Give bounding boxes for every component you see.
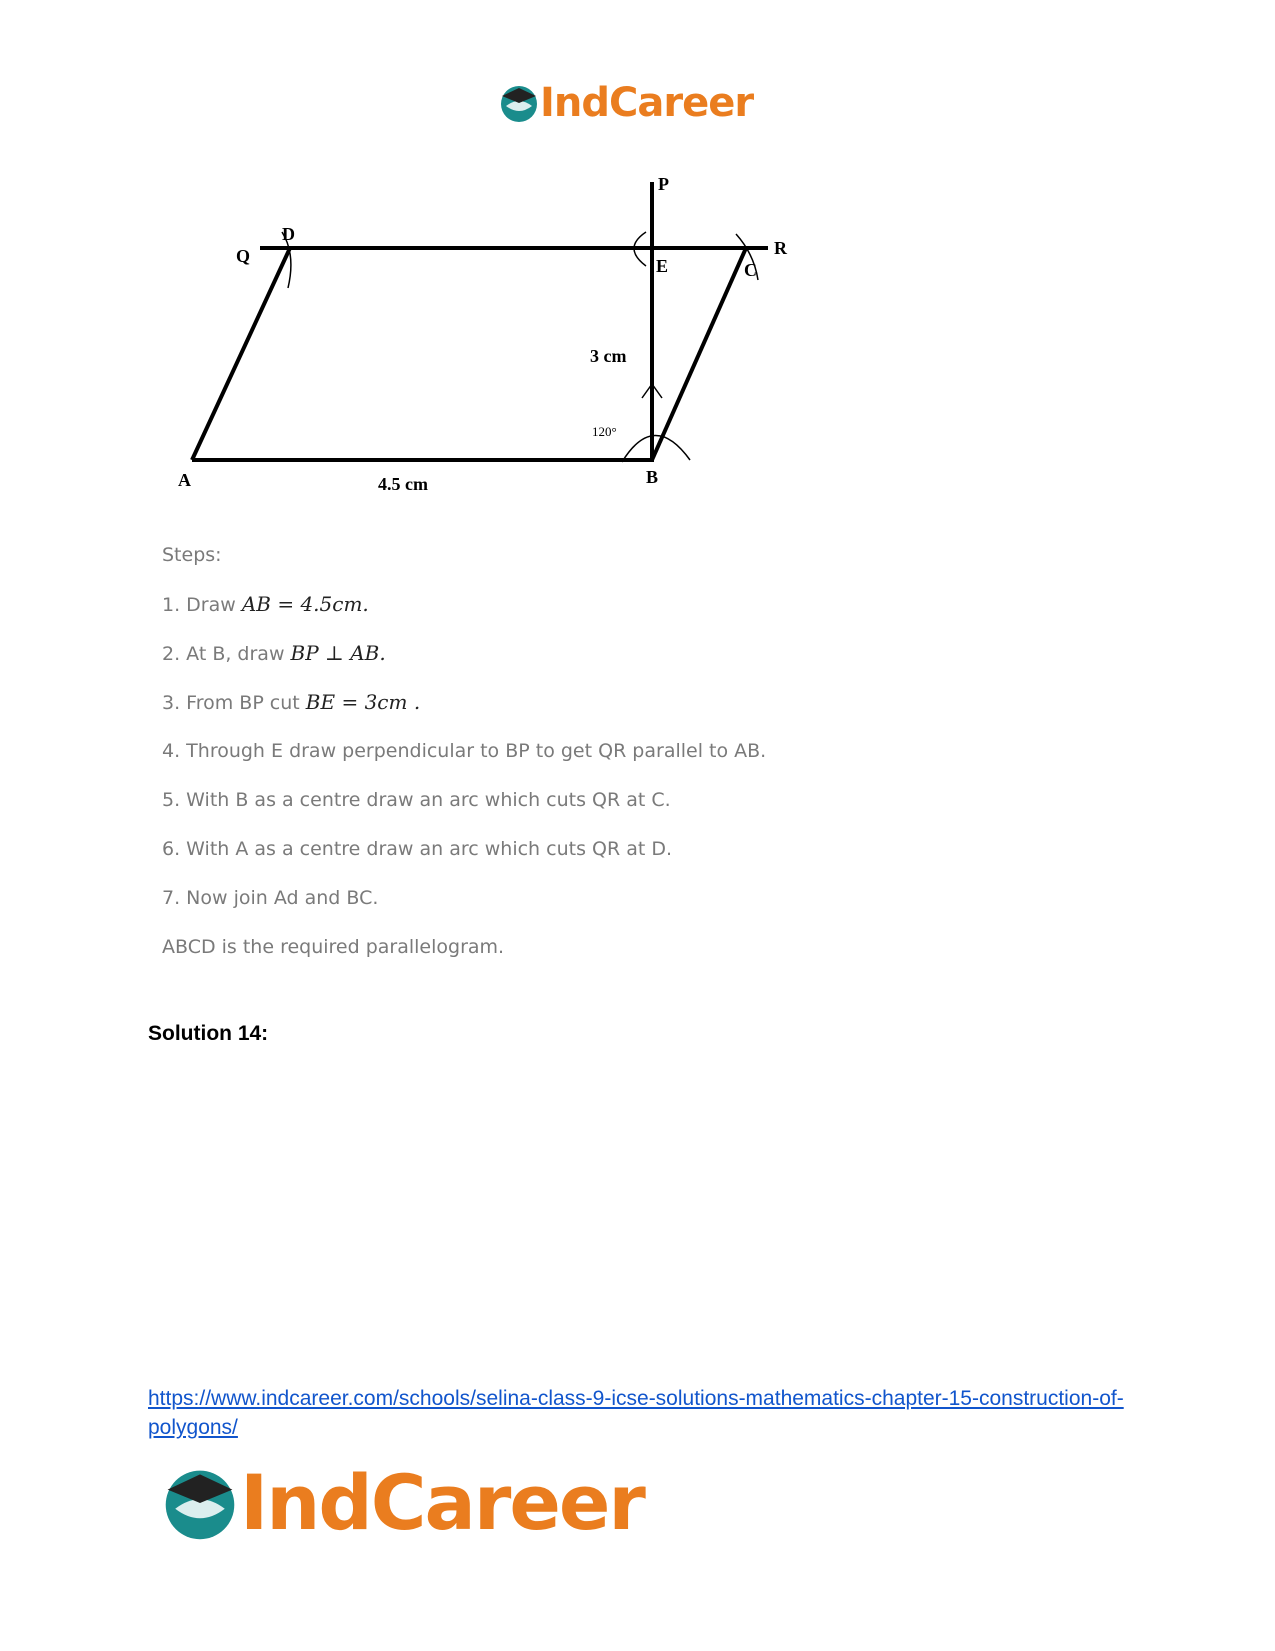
label-be-length: 3 cm [590, 346, 627, 366]
label-p: P [658, 174, 669, 194]
steps-heading: Steps: [162, 544, 222, 566]
line-bc [652, 248, 746, 460]
label-a: A [178, 470, 191, 490]
footer-logo [160, 1458, 644, 1547]
step-6: 6. With A as a centre draw an arc which cuts QR at D. [162, 838, 673, 860]
step-4: 4. Through E draw perpendicular to BP to get QR parallel to AB. [162, 740, 767, 762]
step-2: 2. At B, draw BP ⊥ AB. [162, 641, 386, 665]
graduation-cap-icon [160, 1463, 240, 1543]
label-r: R [774, 238, 787, 258]
step-5: 5. With B as a centre draw an arc which cuts QR at C. [162, 789, 671, 811]
step-2-math: BP ⊥ AB. [290, 641, 386, 665]
source-link[interactable]: https://www.indcareer.com/schools/selina-class-9-icse-solutions-mathematics-chapter-15-construction-of-polygons/ [148, 1387, 1124, 1439]
step-1-math: AB = 4.5cm. [241, 592, 369, 616]
label-c: C [744, 260, 757, 280]
label-ab-length: 4.5 cm [378, 474, 428, 494]
label-d: D [282, 224, 295, 244]
header-logo [498, 80, 753, 126]
line-ad [192, 248, 290, 460]
label-b: B [646, 467, 659, 487]
steps-conclusion: ABCD is the required parallelogram. [162, 936, 505, 958]
construction-diagram [170, 170, 830, 510]
solution-heading: Solution 14: [148, 1022, 269, 1045]
step-1: 1. Draw AB = 4.5cm. [162, 592, 369, 616]
step-7: 7. Now join Ad and BC. [162, 887, 379, 909]
step-3: 3. From BP cut BE = 3cm . [162, 690, 421, 714]
label-q: Q [236, 246, 251, 266]
step-3-math: BE = 3cm . [305, 690, 421, 714]
steps-section [162, 540, 766, 981]
logo-text: IndCareer [540, 80, 754, 126]
label-angle: 120° [592, 424, 617, 439]
graduation-cap-icon [498, 82, 540, 124]
logo-text: IndCareer [240, 1458, 644, 1547]
label-e: E [656, 256, 669, 276]
